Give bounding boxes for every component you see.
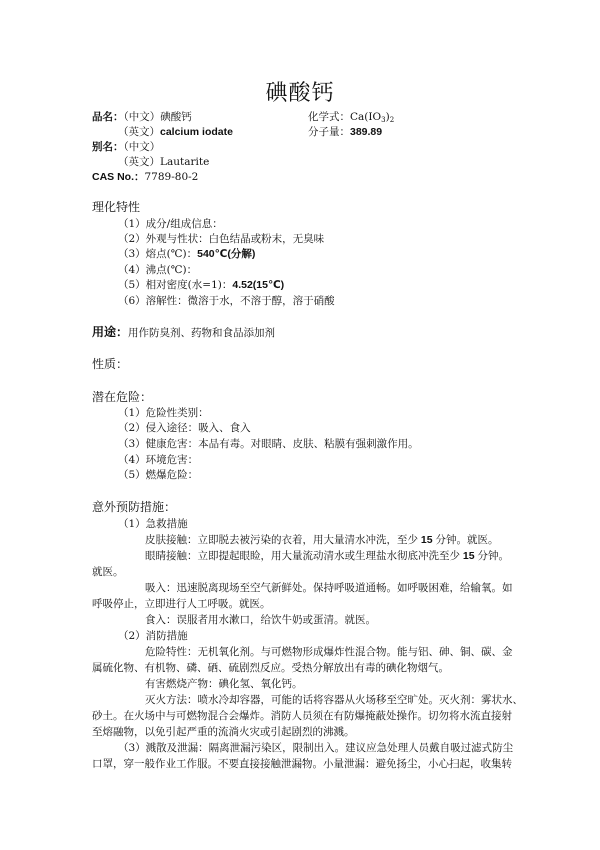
hazard-item: （5）燃爆危险：	[118, 469, 199, 481]
prevention-heading: 意外预防措施：	[92, 500, 177, 514]
product-name-row	[92, 110, 192, 124]
cas-row	[92, 170, 198, 184]
fire-danger-1: 危险特性：无机氧化剂。与可燃物形成爆炸性混合物。能与铝、砷、铜、碳、金	[145, 646, 513, 658]
cas-label: CAS No.：	[92, 171, 145, 183]
leak-line-1: （3）溅散及泄漏：隔离泄漏污染区，限制出入。建议应急处理人员戴自吸过滤式防尘	[118, 742, 514, 754]
property-item: （3）熔点(℃)：540℃(分解)	[118, 248, 256, 260]
fire-title: （2）消防措施	[118, 630, 188, 642]
formula-text: Ca(IO	[350, 111, 382, 123]
hazard-item: （2）侵入途径：吸入、食入	[118, 422, 251, 434]
product-name-en-tag: （英文）	[118, 126, 160, 138]
first-aid-eye: 眼睛接触：立即提起眼睑，用大量流动清水或生理盐水彻底冲洗至少 15 分钟。	[145, 550, 510, 562]
fire-products: 有害燃烧产物：碘化氢、氧化钙。	[145, 678, 303, 690]
product-name-label: 品名：	[92, 111, 124, 123]
hazard-item: （3）健康危害：本品有毒。对眼睛、皮肤、粘膜有强刺激作用。	[118, 438, 419, 450]
nature-label: 性质：	[92, 357, 129, 371]
leak-line-2: 口罩，穿一般作业工作服。不要直接接触泄漏物。小量泄漏：避免扬尘，小心扫起，收集转	[92, 758, 512, 770]
alias-label: 别名：	[92, 141, 124, 153]
fire-extinguish-1: 灭火方法：喷水冷却容器，可能的话将容器从火场移至空旷处。灭火剂：雾状水、	[145, 694, 523, 706]
alias-row	[92, 140, 160, 154]
mol-weight-label: 分子量：	[308, 126, 350, 138]
fire-extinguish-3: 至熔融物，以免引起严重的流淌火灾或引起剧烈的沸溅。	[92, 726, 355, 738]
product-name-cn-value: 碘酸钙	[160, 111, 192, 123]
property-item: （4）沸点(℃)：	[118, 264, 198, 276]
fire-danger-2: 属硫化物、有机物、磷、硒、硫剧烈反应。受热分解放出有毒的碘化物烟气。	[92, 662, 449, 674]
property-item: （6）溶解性：微溶于水，不溶于醇，溶于硝酸	[118, 295, 335, 307]
first-aid-title: （1）急救措施	[118, 518, 188, 530]
hazard-heading: 潜在危险：	[92, 390, 153, 404]
product-name-en-row	[118, 125, 233, 139]
alias-cn-tag: （中文）	[123, 141, 161, 153]
cas-value: 7789-80-2	[144, 171, 199, 183]
alias-en-tag: （英文）	[118, 156, 160, 168]
product-name-cn-tag: （中文）	[123, 111, 161, 123]
formula-sub: 3	[381, 116, 386, 124]
first-aid-ingest: 食入：误服者用水漱口，给饮牛奶或蛋清。就医。	[145, 614, 376, 626]
product-name-en-value: calcium iodate	[160, 126, 233, 138]
hazard-item: （1）危险性类别：	[118, 407, 209, 419]
first-aid-skin: 皮肤接触：立即脱去被污染的衣着，用大量清水冲洗，至少 15 分钟。就医。	[145, 534, 499, 546]
formula-sub2: 2	[389, 116, 395, 124]
usage-label: 用途：	[92, 325, 129, 339]
formula-close: )	[385, 111, 390, 123]
property-item: （2）外观与性状：白色结晶或粉末，无臭味	[118, 233, 325, 245]
alias-en-row	[118, 155, 209, 169]
page-title: 碘酸钙	[265, 81, 335, 106]
usage-value: 用作防臭剂、药物和食品添加剂	[128, 327, 276, 339]
properties-heading: 理化特性	[92, 200, 141, 214]
usage-row	[92, 325, 275, 340]
first-aid-inhale-2: 呼吸停止，立即进行人工呼吸。就医。	[92, 598, 271, 610]
alias-en-value: Lautarite	[160, 156, 210, 168]
formula-label: 化学式：	[308, 111, 350, 123]
mol-weight-row	[308, 125, 382, 139]
property-item: （5）相对密度(水=1)：4.52(15℃)	[118, 279, 285, 291]
fire-extinguish-2: 砂土。在火场中与可燃物混合会爆炸。消防人员须在有防爆掩蔽处操作。切勿将水流直接射	[92, 710, 512, 722]
property-item: （1）成分/组成信息：	[118, 218, 223, 230]
first-aid-eye-cont: 就医。	[92, 566, 124, 578]
mol-weight-value: 389.89	[350, 126, 383, 138]
first-aid-inhale-1: 吸入：迅速脱离现场至空气新鲜处。保持呼吸道通畅。如呼吸困难，给输氧。如	[145, 582, 513, 594]
hazard-item: （4）环境危害：	[118, 454, 199, 466]
